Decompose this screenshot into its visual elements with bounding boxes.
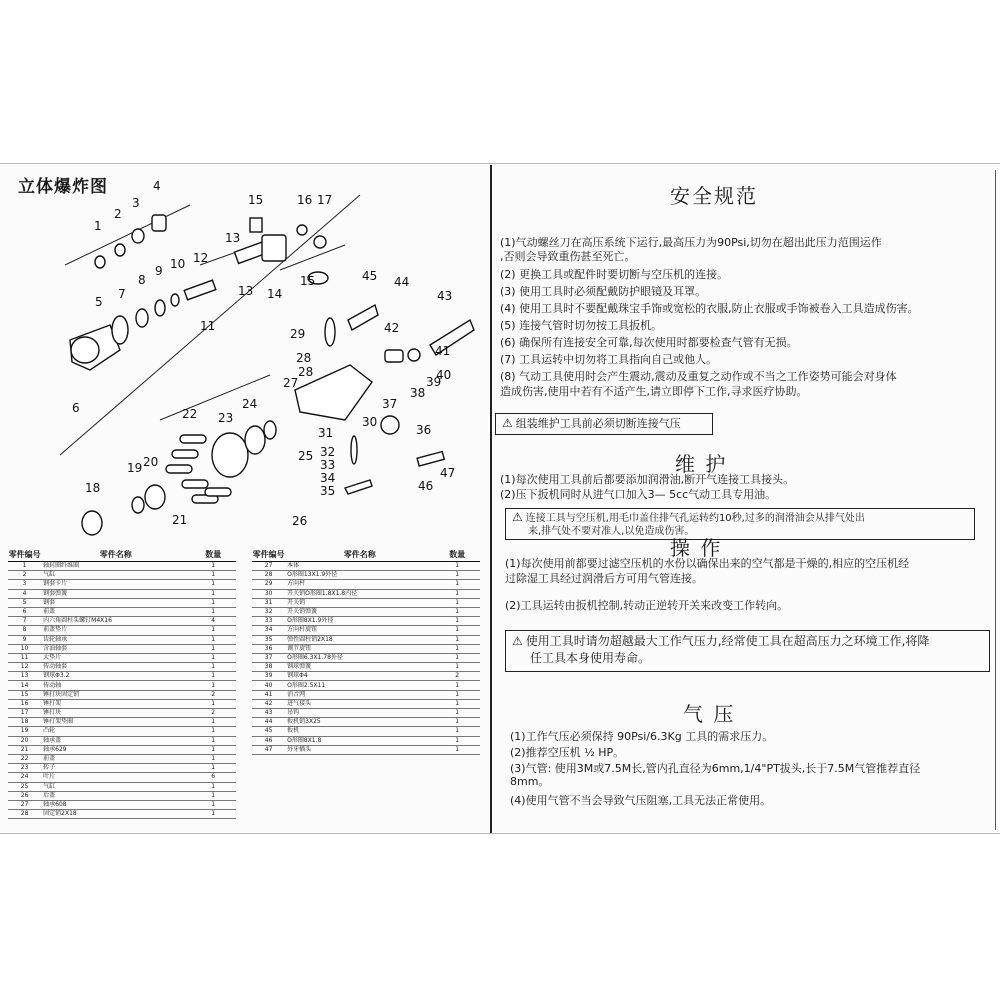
svg-text:41: 41 [435,344,451,358]
cell-name: 轴承629 [41,745,190,754]
svg-text:15: 15 [248,193,264,207]
svg-text:34: 34 [320,471,336,485]
table-row [8,598,236,607]
table-row [252,598,480,607]
operation-notice-text: 任工具本身使用寿命。 [530,651,651,665]
cell-qty: 1 [190,699,236,708]
col-no: 零件编号 [252,548,285,562]
cell-name: 调节旋钮 [285,644,434,653]
cell-name: 锤打块 [41,709,190,718]
svg-text:13: 13 [238,284,254,298]
cell-qty: 1 [434,690,480,699]
table-row [8,562,236,571]
col-name: 零件名称 [285,548,434,562]
cell-no: 39 [252,672,285,681]
table-row [8,626,236,635]
cell-qty: 1 [434,580,480,589]
svg-text:36: 36 [416,423,432,437]
cell-name: 叶片 [41,773,190,782]
cell-no: 5 [8,598,41,607]
svg-text:22: 22 [182,407,198,421]
cell-no: 17 [8,709,41,718]
safety-line: 造成伤害,使用中若有不适产生,请立即停下工作,寻求医疗协助。 [500,385,808,398]
svg-text:27: 27 [283,376,299,390]
cell-name: 凸轮 [41,727,190,736]
svg-text:1: 1 [94,219,102,233]
air-line: (2)推荐空压机 ½ HP。 [510,746,625,759]
svg-text:21: 21 [172,513,188,527]
cell-qty: 1 [434,635,480,644]
svg-text:37: 37 [382,397,398,411]
cell-name: 固定销2X18 [41,810,190,819]
table-row [8,800,236,809]
cell-name: 钢球Φ4 [285,672,434,681]
table-row [252,672,480,681]
cell-name: 内六角圆柱头螺钉M4X16 [41,617,190,626]
safety-title: 安全规范 [670,184,758,208]
cell-qty: 1 [434,626,480,635]
cell-qty: 1 [190,562,236,571]
operation-notice-text: 使用工具时请勿超越最大工作气压力,经常使工具在超高压力之环境工作,将降 [525,634,930,648]
svg-text:12: 12 [193,251,209,265]
table-row [8,764,236,773]
cell-qty: 1 [434,571,480,580]
cell-qty: 1 [190,580,236,589]
cell-qty: 1 [434,589,480,598]
table-row [252,635,480,644]
cell-no: 33 [252,617,285,626]
cell-no: 37 [252,653,285,662]
cell-name: 本体 [285,562,434,571]
svg-text:15: 15 [300,274,316,288]
cell-no: 19 [8,727,41,736]
cell-qty: 1 [190,810,236,819]
table-row [8,745,236,754]
cell-no: 7 [8,617,41,626]
safety-line: (2) 更换工具或配件时要切断与空压机的连接。 [500,268,729,281]
svg-text:8: 8 [138,273,146,287]
cell-name: 钢套弹簧 [41,589,190,598]
cell-name: 气缸 [41,782,190,791]
cell-no: 27 [252,562,285,571]
table-row [8,718,236,727]
cell-name: 锤打架 [41,699,190,708]
cell-no: 32 [252,607,285,616]
cell-qty: 4 [190,617,236,626]
cell-no: 45 [252,727,285,736]
safety-line: (3) 使用工具时必须配戴防护眼镜及耳罩。 [500,285,707,298]
right-border [995,170,996,830]
maintenance-notice [505,508,975,540]
cell-qty: 1 [190,589,236,598]
table-row [8,644,236,653]
cell-qty: 1 [434,653,480,662]
svg-text:43: 43 [437,289,453,303]
cell-name: 传动轴 [41,681,190,690]
cell-no: 22 [8,754,41,763]
svg-text:7: 7 [118,287,126,301]
svg-text:39: 39 [426,375,442,389]
cell-no: 26 [8,791,41,800]
table-row [8,782,236,791]
operation-line: 过除湿工具经过润滑后方可用气管连接。 [505,572,703,585]
svg-text:26: 26 [292,514,308,528]
operation-notice [505,630,990,672]
cell-no: 21 [8,745,41,754]
cell-no: 24 [8,773,41,782]
cell-qty: 1 [190,764,236,773]
operation-title: 操 作 [670,536,723,560]
svg-text:13: 13 [225,231,241,245]
cell-name: 钢球弹簧 [285,663,434,672]
svg-text:28: 28 [298,365,314,379]
table-row [8,571,236,580]
cell-qty: 1 [434,644,480,653]
cell-name: 大垫片 [41,653,190,662]
safety-notice-text: 组装维护工具前必须切断连接气压 [515,417,681,430]
table-row [252,718,480,727]
cell-name: 钢套卡片 [41,580,190,589]
table-row [252,681,480,690]
cell-name: 吊钩 [285,709,434,718]
cell-qty: 1 [190,598,236,607]
cell-no: 40 [252,681,285,690]
cell-no: 13 [8,672,41,681]
table-row [8,727,236,736]
cell-qty: 1 [190,635,236,644]
svg-text:3: 3 [132,196,140,210]
cell-qty: 1 [434,607,480,616]
col-qty: 数量 [434,548,480,562]
cell-qty: 1 [190,736,236,745]
cell-qty: 1 [190,745,236,754]
maintenance-line: (2)压下扳机同时从进气口加入3— 5cc气动工具专用油。 [500,488,777,501]
warning-icon: ⚠ [502,416,513,430]
cell-name: 开关销 [285,598,434,607]
cell-no: 11 [8,653,41,662]
svg-text:2: 2 [114,207,122,221]
air-line: (3)气管: 使用3M或7.5M长,管内孔直径为6mm,1/4"PT拔头,长于7.5M气管推荐直径 [510,762,921,775]
cell-name: 轴封圈纤维圈 [41,562,190,571]
cell-qty: 1 [434,598,480,607]
cell-name: 气缸 [41,571,190,580]
cell-name: 前盖 [41,754,190,763]
svg-text:35: 35 [320,484,336,498]
air-line: (1)工作气压必须保持 90Psi/6.3Kg 工具的需求压力。 [510,730,774,743]
cell-qty: 2 [434,672,480,681]
cell-no: 27 [8,800,41,809]
cell-name: 消音网 [285,690,434,699]
cell-no: 25 [8,782,41,791]
cell-no: 12 [8,663,41,672]
cell-name: 锤打块固定销 [41,690,190,699]
cell-qty: 1 [190,681,236,690]
table-row [8,754,236,763]
table-row [8,681,236,690]
safety-notice [495,413,713,435]
cell-name: 钢套 [41,598,190,607]
cell-no: 4 [8,589,41,598]
air-line: (4)使用气管不当会导致气压阻塞,工具无法正常使用。 [510,794,772,807]
sheet-bottom-edge [0,833,1000,834]
svg-text:20: 20 [143,455,159,469]
parts-table-right [252,548,480,755]
svg-text:31: 31 [318,426,334,440]
cell-no: 38 [252,663,285,672]
cell-qty: 2 [190,709,236,718]
cell-name: 开关销弹簧 [285,607,434,616]
cell-qty: 1 [190,718,236,727]
cell-name: 钢球Φ3.2 [41,672,190,681]
cell-name: 轴承盖 [41,736,190,745]
cell-no: 34 [252,626,285,635]
safety-line: (7) 工具运转中切勿将工具指向自己或他人。 [500,353,718,366]
svg-text:4: 4 [153,179,161,193]
svg-text:45: 45 [362,269,378,283]
cell-no: 44 [252,718,285,727]
cell-name: O形圈6.3X1.78外径 [285,653,434,662]
cell-no: 6 [8,607,41,616]
cell-no: 8 [8,626,41,635]
svg-text:25: 25 [298,449,314,463]
warning-icon: ⚠ [512,510,523,524]
cell-qty: 1 [190,644,236,653]
cell-name: 方向杆 [285,580,434,589]
svg-text:46: 46 [418,479,434,493]
air-line: 8mm。 [510,775,550,788]
cell-no: 18 [8,718,41,727]
svg-text:47: 47 [440,466,456,480]
cell-name: O形圈8X1.8 [285,736,434,745]
maintenance-title: 维 护 [675,452,728,476]
cell-name: 扳机销3X25 [285,718,434,727]
svg-text:29: 29 [290,327,306,341]
cell-name: O形圈8X1.9外径 [285,617,434,626]
svg-text:10: 10 [170,257,186,271]
table-row [8,663,236,672]
cell-no: 47 [252,745,285,754]
cell-qty: 1 [434,663,480,672]
cell-no: 2 [8,571,41,580]
cell-no: 14 [8,681,41,690]
svg-text:19: 19 [127,461,143,475]
diagram-title: 立体爆炸图 [18,177,108,197]
cell-name: O形圈2.5X11 [285,681,434,690]
table-row [8,690,236,699]
cell-no: 3 [8,580,41,589]
operation-line: (2)工具运转由扳机控制,转动正逆转开关来改变工作转向。 [505,599,789,612]
cell-qty: 1 [434,617,480,626]
cell-qty: 1 [190,672,236,681]
table-row [8,709,236,718]
table-row [252,736,480,745]
table-row [252,617,480,626]
cell-no: 29 [252,580,285,589]
table-row [252,571,480,580]
table-row [252,663,480,672]
safety-line: (5) 连接气管时切勿按工具扳机。 [500,319,663,332]
cell-qty: 1 [434,718,480,727]
svg-text:32: 32 [320,445,336,459]
cell-qty: 1 [434,562,480,571]
table-row [8,589,236,598]
table-row [8,736,236,745]
operation-line: (1)每次使用前都要过滤空压机的水份以确保出来的空气都是干燥的,相应的空压机经 [505,557,910,570]
safety-line: (1)气动螺丝刀在高压系统下运行,最高压力为90Psi,切勿在超出此压力范围运作 [500,236,882,249]
cell-qty: 1 [190,571,236,580]
svg-text:5: 5 [95,295,103,309]
cell-name: 齿轮轴承 [41,635,190,644]
cell-qty: 1 [190,791,236,800]
svg-text:16: 16 [297,193,313,207]
cell-qty: 1 [190,653,236,662]
warning-icon: ⚠ [512,634,523,648]
svg-text:30: 30 [362,415,378,429]
safety-line: ,否则会导致重伤甚至死亡。 [500,250,636,263]
cell-name: 进气接头 [285,699,434,708]
cell-qty: 1 [434,745,480,754]
safety-line: (4) 使用工具时不要配戴珠宝手饰或宽松的衣服,防止衣服或手饰被卷入工具造成伤害。 [500,302,919,315]
cell-no: 9 [8,635,41,644]
svg-text:6: 6 [72,401,80,415]
parts-table-left [8,548,236,819]
cell-name: 传动轴套 [41,663,190,672]
cell-no: 42 [252,699,285,708]
cell-qty: 2 [190,690,236,699]
cell-name: 弹性圆柱销2X18 [285,635,434,644]
cell-qty: 1 [190,663,236,672]
cell-name: 锤打架垫圈 [41,718,190,727]
col-qty: 数量 [190,548,236,562]
table-row [8,607,236,616]
cell-no: 1 [8,562,41,571]
cell-qty: 1 [190,800,236,809]
cell-no: 43 [252,709,285,718]
cell-name: O形圈13X1.9外径 [285,571,434,580]
table-row [8,672,236,681]
table-row [8,810,236,819]
table-row [252,653,480,662]
svg-text:38: 38 [410,386,426,400]
cell-name: 轴承608 [41,800,190,809]
sheet-top-edge [0,163,1000,164]
cell-qty: 1 [434,709,480,718]
cell-no: 28 [8,810,41,819]
svg-text:18: 18 [85,481,101,495]
cell-name: 前盖垫片 [41,626,190,635]
cell-no: 30 [252,589,285,598]
table-row [252,626,480,635]
table-row [252,589,480,598]
cell-qty: 1 [190,754,236,763]
cell-no: 28 [252,571,285,580]
safety-line: (8) 气动工具使用时会产生震动,震动及重复之动作或不当之工作姿势可能会对身体 [500,370,897,383]
cell-no: 20 [8,736,41,745]
table-row [8,791,236,800]
safety-line: (6) 确保所有连接安全可靠,每次使用时都要检查气管有无损。 [500,336,798,349]
cell-name: 外牙插头 [285,745,434,754]
table-row [252,727,480,736]
table-row [8,617,236,626]
table-row [8,635,236,644]
cell-qty: 1 [434,736,480,745]
cell-no: 35 [252,635,285,644]
cell-name: 开关销O形圈1.8X1.8内径 [285,589,434,598]
maintenance-line: (1)每次使用工具前后都要添加润滑油,断开气连接工具接头。 [500,473,795,486]
table-row [252,745,480,754]
table-row [252,690,480,699]
column-divider [490,165,492,833]
table-row [8,773,236,782]
cell-name: 方向杆旋钮 [285,626,434,635]
cell-name: 前盖 [41,607,190,616]
cell-qty: 1 [434,699,480,708]
svg-text:11: 11 [200,319,216,333]
svg-text:23: 23 [218,411,234,425]
cell-no: 10 [8,644,41,653]
cell-name: 后盖 [41,791,190,800]
cell-qty: 1 [434,727,480,736]
svg-text:40: 40 [436,368,452,382]
cell-no: 31 [252,598,285,607]
svg-text:44: 44 [394,275,410,289]
cell-name: 转子 [41,764,190,773]
table-row [252,709,480,718]
svg-text:24: 24 [242,397,258,411]
table-row [252,699,480,708]
col-name: 零件名称 [41,548,190,562]
cell-no: 36 [252,644,285,653]
cell-qty: 1 [190,607,236,616]
cell-no: 46 [252,736,285,745]
svg-text:9: 9 [155,264,163,278]
table-row [8,699,236,708]
cell-no: 23 [8,764,41,773]
svg-text:28: 28 [296,351,312,365]
svg-text:17: 17 [317,193,333,207]
col-no: 零件编号 [8,548,41,562]
svg-text:33: 33 [320,458,336,472]
svg-text:42: 42 [384,321,400,335]
table-row [8,580,236,589]
cell-name: 含油轴套 [41,644,190,653]
cell-name: 扳机 [285,727,434,736]
table-row [8,653,236,662]
cell-qty: 1 [190,782,236,791]
table-row [252,562,480,571]
cell-qty: 6 [190,773,236,782]
maintenance-notice-text: 连接工具与空压机,用毛巾盖住排气孔运转约10秒,过多的润滑油会从排气处出 [525,513,865,524]
maintenance-notice-text: 来,排气处不要对准人,以免造成伤害。 [528,526,695,537]
cell-qty: 1 [190,727,236,736]
air-title: 气 压 [683,702,736,726]
table-row [252,644,480,653]
cell-qty: 1 [434,681,480,690]
cell-no: 16 [8,699,41,708]
cell-no: 15 [8,690,41,699]
svg-text:14: 14 [267,287,283,301]
table-row [252,580,480,589]
table-row [252,607,480,616]
cell-qty: 1 [190,626,236,635]
cell-no: 41 [252,690,285,699]
